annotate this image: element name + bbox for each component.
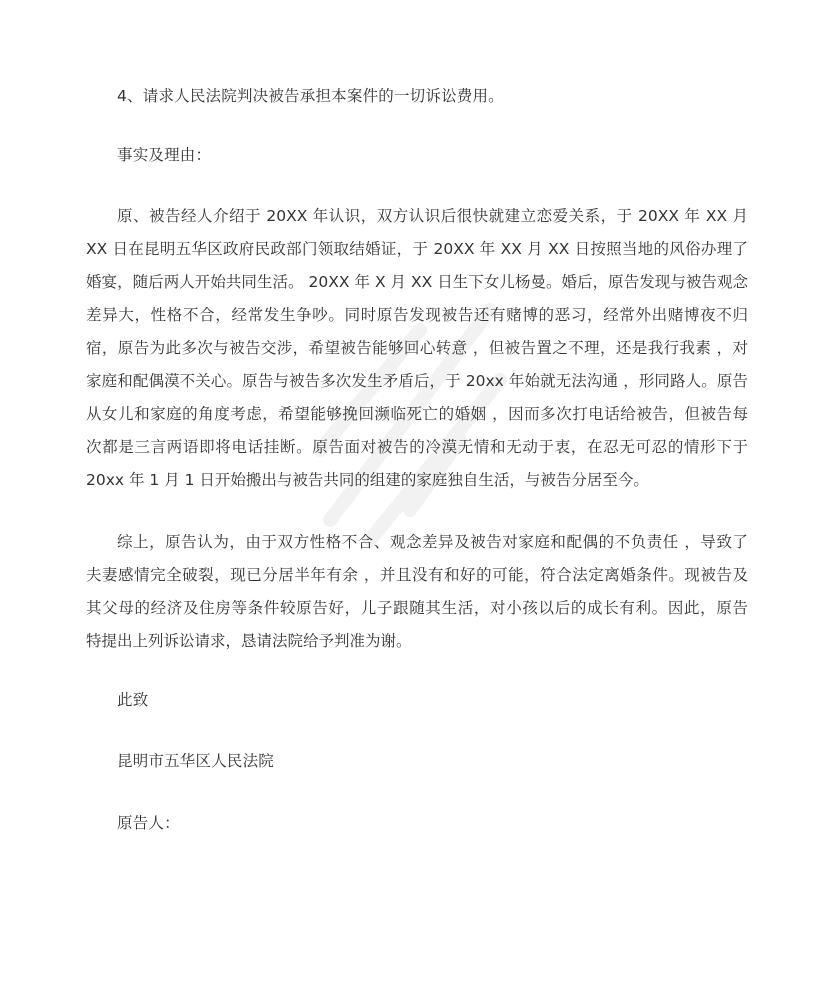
closing-salutation: 此致 — [117, 691, 149, 709]
court-name: 昆明市五华区人民法院 — [117, 752, 275, 770]
text-line: 宿，原告为此多次与被告交涉，希望被告能够回心转意 ，但被告置之不理，还是我行我素 ，对 — [86, 339, 748, 357]
text-line: 从女儿和家庭的角度考虑，希望能够挽回濒临死亡的婚姻 ，因而多次打电话给被告，但被告每 — [86, 405, 748, 423]
text-line: 婚宴，随后两人开始共同生活。 20XX 年 X 月 XX 日生下女儿杨曼。婚后，原告发现与被告观念 — [86, 273, 748, 291]
text-line: 20xx 年 1 月 1 日开始搬出与被告共同的组建的家庭独自生活，与被告分居至今。 — [86, 471, 649, 489]
text-line: 其父母的经济及住房等条件较原告好，儿子跟随其生活，对小孩以后的成长有利。因此，原告 — [86, 599, 748, 617]
text-line: 家庭和配偶漠不关心。原告与被告多次发生矛盾后，于 20xx 年始就无法沟通 ，形同路人。原告 — [86, 372, 748, 390]
claim-item-4: 4、请求人民法院判决被告承担本案件的一切诉讼费用。 — [117, 87, 504, 105]
plaintiff-signature-label: 原告人： — [117, 814, 180, 832]
text-line: 特提出上列诉讼请求，恳请法院给予判准为谢。 — [86, 632, 412, 650]
facts-paragraph — [86, 200, 748, 497]
conclusion-paragraph — [86, 526, 748, 658]
text-line: 差异大，性格不合，经常发生争吵。同时原告发现被告还有赌博的恶习，经常外出赌博夜不归 — [86, 306, 748, 324]
text-line: 夫妻感情完全破裂，现已分居半年有余 ，并且没有和好的可能，符合法定离婚条件。现被告及 — [86, 566, 748, 584]
text-line: XX 日在昆明五华区政府民政部门领取结婚证，于 20XX 年 XX 月 XX 日按照当地的风俗办理了 — [86, 240, 748, 258]
text-line: 原、被告经人介绍于 20XX 年认识，双方认识后很快就建立恋爱关系，于 20XX 年 XX 月 — [117, 207, 748, 225]
text-line: 次都是三言两语即将电话挂断。原告面对被告的冷漠无情和无动于衷，在忍无可忍的情形下于 — [86, 438, 748, 456]
facts-heading: 事实及理由： — [117, 146, 212, 164]
text-line: 综上，原告认为，由于双方性格不合、观念差异及被告对家庭和配偶的不负责任 ，导致了 — [117, 533, 748, 551]
